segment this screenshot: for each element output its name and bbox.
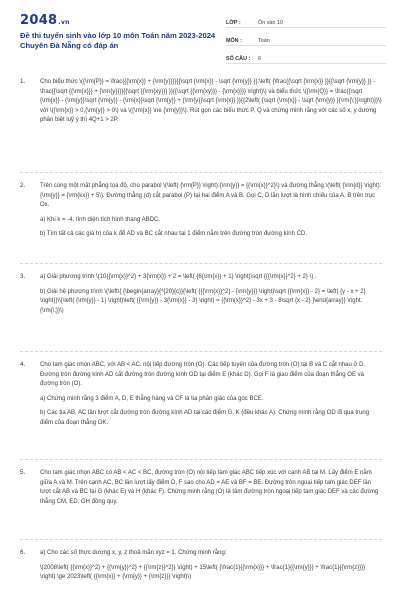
meta-label: MÔN : bbox=[226, 38, 242, 44]
question-number: 2. bbox=[20, 182, 26, 189]
question-divider bbox=[20, 539, 382, 540]
question-number: 1. bbox=[20, 78, 26, 85]
question-part-a: a) Cho các số thực dương x, y, z thoả mãn xyz = 1. Chứng minh rằng: bbox=[40, 550, 227, 556]
document-title: Đề thi tuyển sinh vào lớp 10 môn Toán năm 2023-2024 Chuyên Đà Nẵng có đáp án bbox=[20, 31, 216, 50]
meta-value: Ôn vào 10 bbox=[258, 20, 283, 26]
meta-info bbox=[226, 12, 386, 66]
question-body bbox=[40, 469, 382, 512]
question-part-b: b) Giải hệ phương trình \(\left\{ {\begin{array}{*{20}{c}}{\left( {{{\rm{x}}^2} - {\rm{y}}} \right)\sqrt {{\rm{x}} - 2} = \left( {y - x + 2} \right)}\\{\left( {\rm{y}} - 1} \right)\left( {{\rm{y}} - 3{\rm{x}} - 3} \right) = {{\rm{x}}^2} - 3x + 3 - 8\sqrt {x - 2} }\end{array}} \right.{\rm{\;}}\) bbox=[40, 288, 366, 314]
meta-value: Toán bbox=[258, 38, 270, 44]
meta-row-class bbox=[226, 12, 386, 28]
question-number: 5. bbox=[20, 469, 26, 476]
meta-label: SỐ CÂU : bbox=[226, 56, 251, 62]
site-logo[interactable]: 2048.vn bbox=[20, 13, 70, 28]
question-body bbox=[40, 273, 382, 321]
question-part-b: b) Tìm tất cả các giá trị của k để AD và BC cắt nhau tại 1 điểm nằm trên đường tròn đường kính CD. bbox=[40, 231, 307, 238]
question-divider bbox=[20, 263, 382, 264]
question-formula: \(2008\left( {{\rm{x}}^2} + {{\rm{y}}^2} + {{\rm{z}}^2}} \right) + 15\left( {\frac{1}{{\rm{x}}} + \frac{1}{{\rm{y}}} + \frac{1}{{\rm{z}}}} \right) \ge 2023\left( {{\rm{x}} + {\rm{y}} + {\rm{z}}} \right)\) bbox=[40, 564, 366, 581]
question-part-a: a) Chứng minh rằng 3 điểm A, D, E thẳng hàng và CF là tia phân giác của góc BCE. bbox=[40, 395, 264, 402]
question-text: Trên cùng một mặt phẳng tọa độ, cho parabol \(\left( {\rm{P}} \right):{\rm{y}} = {{\rm{x}}^2}\) và đường thẳng \(\left( {\rm{d}} \right):{\rm{y}} = {\rm{kx}} + 5\). Đường thẳng (d) cắt parabol (P) tại hai điểm A và B. Gọi C, D lần lượt là hình chiếu của A, B trên trục Ox. bbox=[40, 183, 382, 209]
question-part-a: a) Khi k = -4, tính diện tích hình thang ABDC. bbox=[40, 216, 160, 223]
question-text: Cho tam giác nhọn ABC có AB < AC < BC, đường tròn (O) nội tiếp tam giác ABC tiếp xúc với cạnh AB tại M. Lấy điểm E nằm giữa A và M. Trên cạnh AC, BC lần lượt lấy điểm D, F sao cho AD = AE và BF = BE. Đường tròn ngoại tiếp tam giác DEF lần lượt cắt AB và BC tại G (khác E) và H (khác F). Chứng minh rằng (O) là tâm đường tròn ngoại tiếp tam giác DEF và các đường thẳng CM, ED, GH đồng quy. bbox=[40, 470, 379, 505]
question-number: 3. bbox=[20, 273, 26, 280]
question-text: Cho biểu thức \({\rm{P}} = \frac{{{\rm{x}} + {\rm{y}}}}{{\sqrt {\rm{x}} - \sqrt {\rm{y}} }}:\left( {\frac{{\sqrt {\rm{x}} }}{{\sqrt {\rm{y}} }} - \frac{{\sqrt {{\rm{x}}} + {\rm{y}}}}{{\sqrt {{\rm{xy}}} }}{{\sqrt {{\rm{xy}}} - {\rm{x}}}} \right)\) và biểu thức \({\rm{Q}} = \frac{{\sqrt {\rm{x}} - {\rm{y}}\sqrt {\rm{y}} - {\rm{x}}\sqrt {\rm{y}} + {\rm{y}}\sqrt {\rm{x}} }}{{2\left( {\sqrt {\rm{x}} - \sqrt {\rm{y}} }{\rm{\;}}\right)}}\) với \({\rm{x}} > 0,{\rm{y}} > 0\) và \({\rm{x}} \ne {\rm{y}}\). Rút gọn các biểu thức P, Q và chứng minh rằng với các số x, y dương phân biệt luỹ ý thì 4Q+1 > 2P. bbox=[40, 79, 382, 124]
question-body bbox=[40, 182, 382, 245]
question-divider bbox=[20, 459, 382, 460]
meta-row-subject bbox=[226, 30, 386, 46]
meta-row-count bbox=[226, 48, 386, 64]
question-body bbox=[40, 549, 382, 588]
question-number: 6. bbox=[20, 549, 26, 556]
question-part-b: b) Các tia AB, AC lần lượt cắt đường tròn đường kính AD tại các điểm G, K (đều khác A). Chứng minh rằng OD đi qua trung điểm của đoạn thẳng GK. bbox=[40, 410, 370, 426]
meta-value: 6 bbox=[258, 56, 261, 62]
question-part-a: a) Giải phương trình \(10{{\rm{x}}^2} + 3{\rm{x}} + 2 = \left( {6{\rm{x}} + 1} \right)\sqrt {{{\rm{x}}^2} + 2} \) . bbox=[40, 274, 317, 280]
question-body bbox=[40, 361, 382, 434]
question-body bbox=[40, 78, 382, 131]
question-divider bbox=[20, 351, 382, 352]
question-divider bbox=[20, 172, 382, 173]
meta-label: LỚP : bbox=[226, 20, 241, 26]
question-text: Cho tam giác nhọn ABC, với AB < AC, nội tiếp đường tròn (O). Các tiếp tuyến của đường tròn (O) tại B và C cắt nhau ở D. Đường tròn đường kính AD cắt đường tròn đường kính OD tại điểm E (khác D). Gọi F là giao điểm của đoạn thẳng OE và đường tròn (O). bbox=[40, 362, 366, 388]
page-header bbox=[0, 0, 400, 70]
question-number: 4. bbox=[20, 361, 26, 368]
